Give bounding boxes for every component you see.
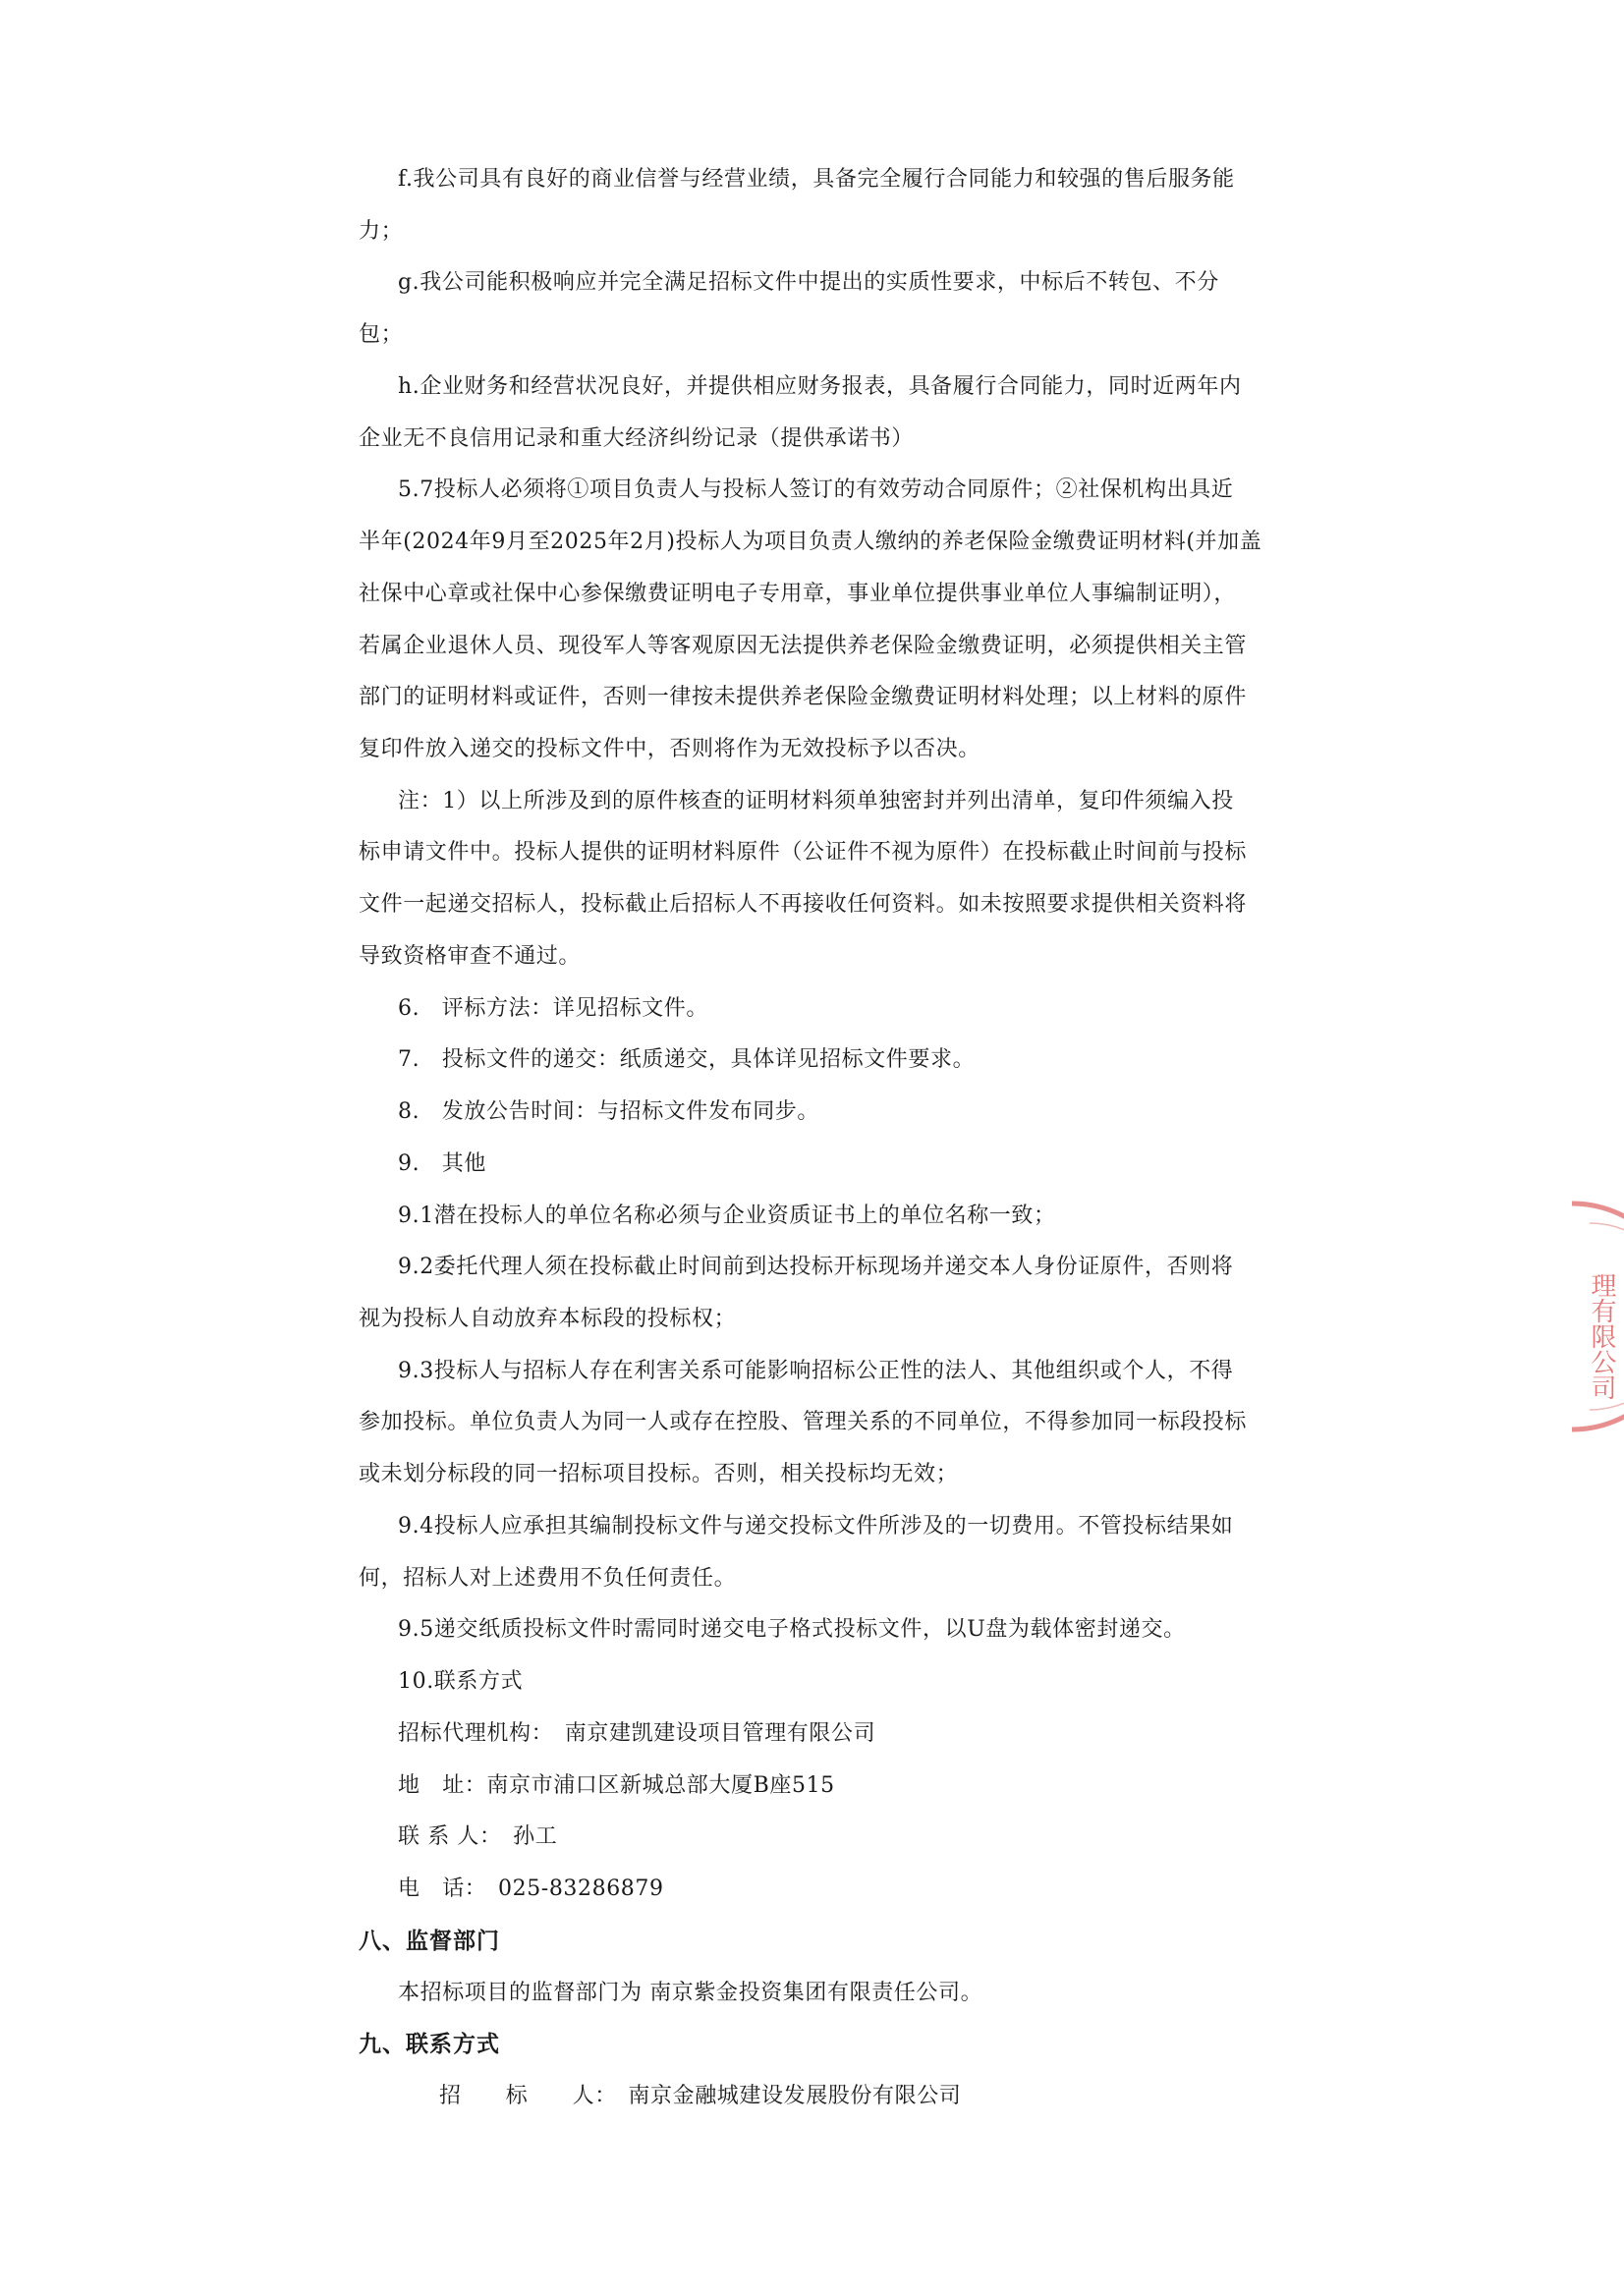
text-line: 招 标 人： 南京金融城建设发展股份有限公司 [439,2084,962,2108]
text-line: 标申请文件中。投标人提供的证明材料原件（公证件不视为原件）在投标截止时间前与投标 [359,840,1248,865]
text-line: 或未划分标段的同一招标项目投标。否则，相关投标均无效； [359,1462,959,1486]
text-line: 包； [359,322,404,347]
text-line: 何，招标人对上述费用不负任何责任。 [359,1566,737,1591]
text-line: 力； [359,219,404,244]
text-line: h.企业财务和经营状况良好，并提供相应财务报表，具备履行合同能力，同时近两年内 [398,374,1242,399]
text-line: 10.联系方式 [398,1669,524,1694]
text-line: 9.5递交纸质投标文件时需同时递交电子格式投标文件，以U盘为载体密封递交。 [398,1617,1186,1642]
text-line: 社保中心章或社保中心参保缴费证明电子专用章，事业单位提供事业单位人事编制证明）， [359,582,1237,606]
text-line: 7. 投标文件的递交：纸质递交，具体详见招标文件要求。 [398,1047,976,1072]
text-line: 招标代理机构： 南京建凯建设项目管理有限公司 [398,1721,876,1746]
text-line: 9.3投标人与招标人存在利害关系可能影响招标公正性的法人、其他组织或个人，不得 [398,1359,1234,1383]
text-line: 9.1潜在投标人的单位名称必须与企业资质证书上的单位名称一致； [398,1204,1056,1228]
text-line: 9.2委托代理人须在投标截止时间前到达投标开标现场并递交本人身份证原件，否则将 [398,1255,1234,1279]
text-line: 注：1）以上所涉及到的原件核查的证明材料须单独密封并列出清单，复印件须编入投 [398,789,1234,813]
section-heading: 九、联系方式 [359,2032,500,2057]
text-line: 电 话： 025-83286879 [398,1876,664,1901]
text-line: 9. 其他 [398,1151,486,1176]
text-line: 本招标项目的监督部门为 南京紫金投资集团有限责任公司。 [398,1981,983,2005]
text-line: 部门的证明材料或证件，否则一律按未提供养老保险金缴费证明材料处理；以上材料的原件 [359,685,1248,709]
text-line: 5.7投标人必须将①项目负责人与投标人签订的有效劳动合同原件；②社保机构出具近 [398,477,1234,502]
text-line: 9.4投标人应承担其编制投标文件与递交投标文件所涉及的一切费用。不管投标结果如 [398,1514,1234,1539]
text-line: 企业无不良信用记录和重大经济纠纷记录（提供承诺书） [359,426,915,451]
text-line: 6. 评标方法：详见招标文件。 [398,996,708,1021]
text-line: 参加投标。单位负责人为同一人或存在控股、管理关系的不同单位，不得参加同一标段投标 [359,1410,1248,1434]
text-line: 文件一起递交招标人，投标截止后招标人不再接收任何资料。如未按照要求提供相关资料将 [359,892,1248,917]
text-line: 导致资格审查不通过。 [359,944,582,969]
text-line: 若属企业退休人员、现役军人等客观原因无法提供养老保险金缴费证明，必须提供相关主管 [359,634,1248,658]
text-line: 半年(2024年9月至2025年2月)投标人为项目负责人缴纳的养老保险金缴费证明材料(并加盖 [359,530,1262,554]
text-line: 地 址：南京市浦口区新城总部大厦B座515 [398,1773,835,1798]
text-line: 8. 发放公告时间：与招标文件发布同步。 [398,1099,819,1124]
text-line: 复印件放入递交的投标文件中，否则将作为无效投标予以否决。 [359,737,980,761]
section-heading: 八、监督部门 [359,1929,500,1954]
text-line: f.我公司具有良好的商业信誉与经营业绩，具备完全履行合同能力和较强的售后服务能 [398,167,1235,192]
text-line: 联 系 人： 孙工 [398,1824,558,1849]
text-line: 视为投标人自动放弃本标段的投标权； [359,1307,737,1331]
text-line: g.我公司能积极响应并完全满足招标文件中提出的实质性要求，中标后不转包、不分 [398,270,1219,295]
company-seal [1533,1194,1624,1439]
seal-text: 理有限公司 [1587,1272,1616,1400]
